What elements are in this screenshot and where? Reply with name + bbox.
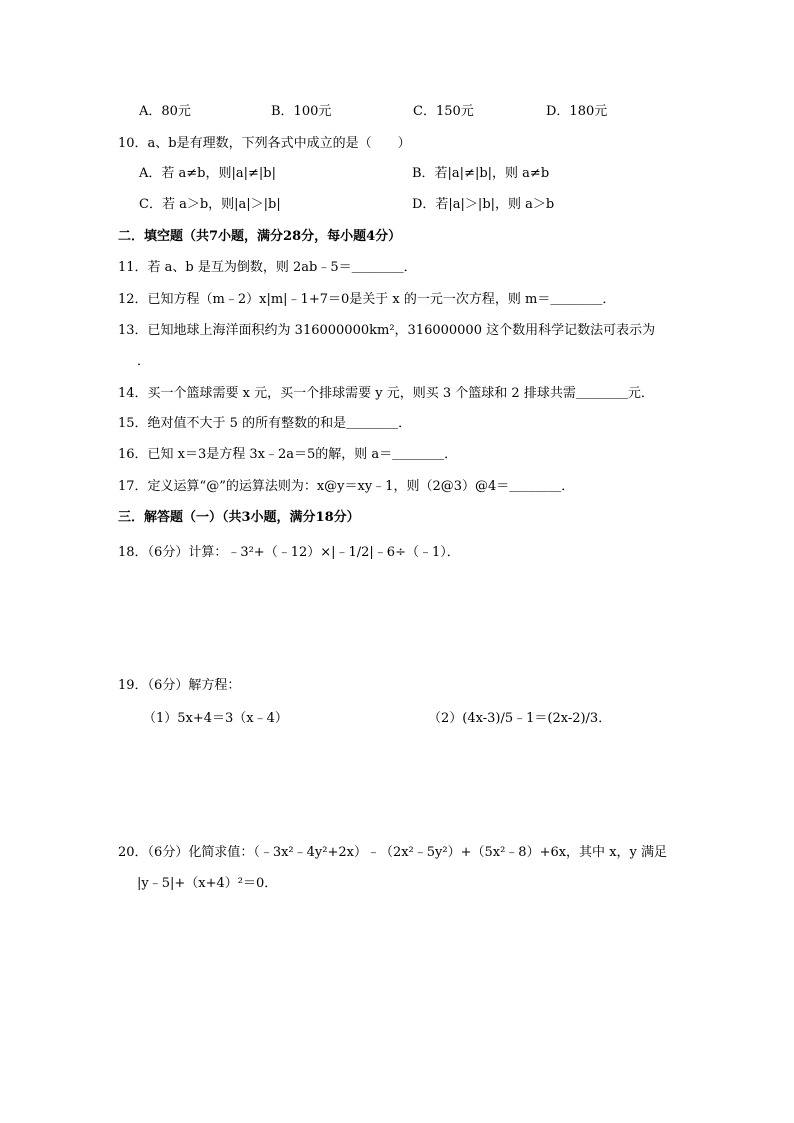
q19-part2: （2）(4x-3)/5﹣1＝(2x-2)/3．: [428, 711, 612, 726]
q10-option-d: D．若|a|＞|b|，则 a＞b: [412, 197, 555, 212]
q10-stem: 10．a、b是有理数，下列各式中成立的是（ ）: [118, 136, 411, 151]
q13: 13．已知地球上海洋面积约为 316000000km²，316000000 这个数用科学记数法可表示为: [118, 323, 656, 338]
q11: 11．若 a、b 是互为倒数，则 2ab﹣5＝＿＿＿＿．: [118, 260, 417, 275]
q19: 19．（6分）解方程：: [118, 678, 241, 693]
q10-option-b: B．若|a|≠|b|，则 a≠b: [412, 166, 550, 181]
q10-option-c: C．若 a＞b，则|a|＞|b|: [139, 197, 281, 212]
q14: 14．买一个篮球需要 x 元，买一个排球需要 y 元，则买 3 个篮球和 2 排球共需＿＿＿＿元．: [118, 386, 654, 401]
q20-continuation: |y﹣5|+（x+4）²＝0．: [137, 876, 278, 891]
q12: 12．已知方程（m﹣2）x|m|﹣1+7＝0是关于 x 的一元一次方程，则 m＝＿＿＿＿．: [118, 292, 616, 307]
q13-continuation: ．: [137, 354, 151, 369]
q9-option-d: D．180元: [546, 104, 608, 119]
q9-option-b: B．100元: [271, 104, 332, 119]
section2-title: 二．填空题（共7小题，满分28分，每小题4分）: [118, 229, 402, 244]
q15: 15．绝对值不大于 5 的所有整数的和是＿＿＿＿．: [118, 416, 412, 431]
q10-option-a: A．若 a≠b，则|a|≠|b|: [139, 166, 276, 181]
q19-part1: （1）5x+4＝3（x﹣4）: [143, 711, 288, 726]
q9-option-a: A．80元: [139, 104, 191, 119]
q16: 16．已知 x＝3是方程 3x﹣2a＝5的解，则 a＝＿＿＿＿．: [118, 447, 458, 462]
section3-title: 三．解答题（一）（共3小题，满分18分）: [118, 510, 360, 525]
q17: 17．定义运算“@”的运算法则为：x@y＝xy﹣1，则（2@3）@4＝＿＿＿＿．: [118, 479, 575, 494]
q20: 20．（6分）化简求值：（﹣3x²﹣4y²+2x）﹣（2x²﹣5y²）+（5x²﹣8）+6x，其中 x，y 满足: [118, 845, 668, 860]
q18: 18．（6分）计算：﹣3²+（﹣12）×|﹣1/2|﹣6÷（﹣1）．: [118, 545, 460, 560]
q9-option-c: C．150元: [413, 104, 474, 119]
